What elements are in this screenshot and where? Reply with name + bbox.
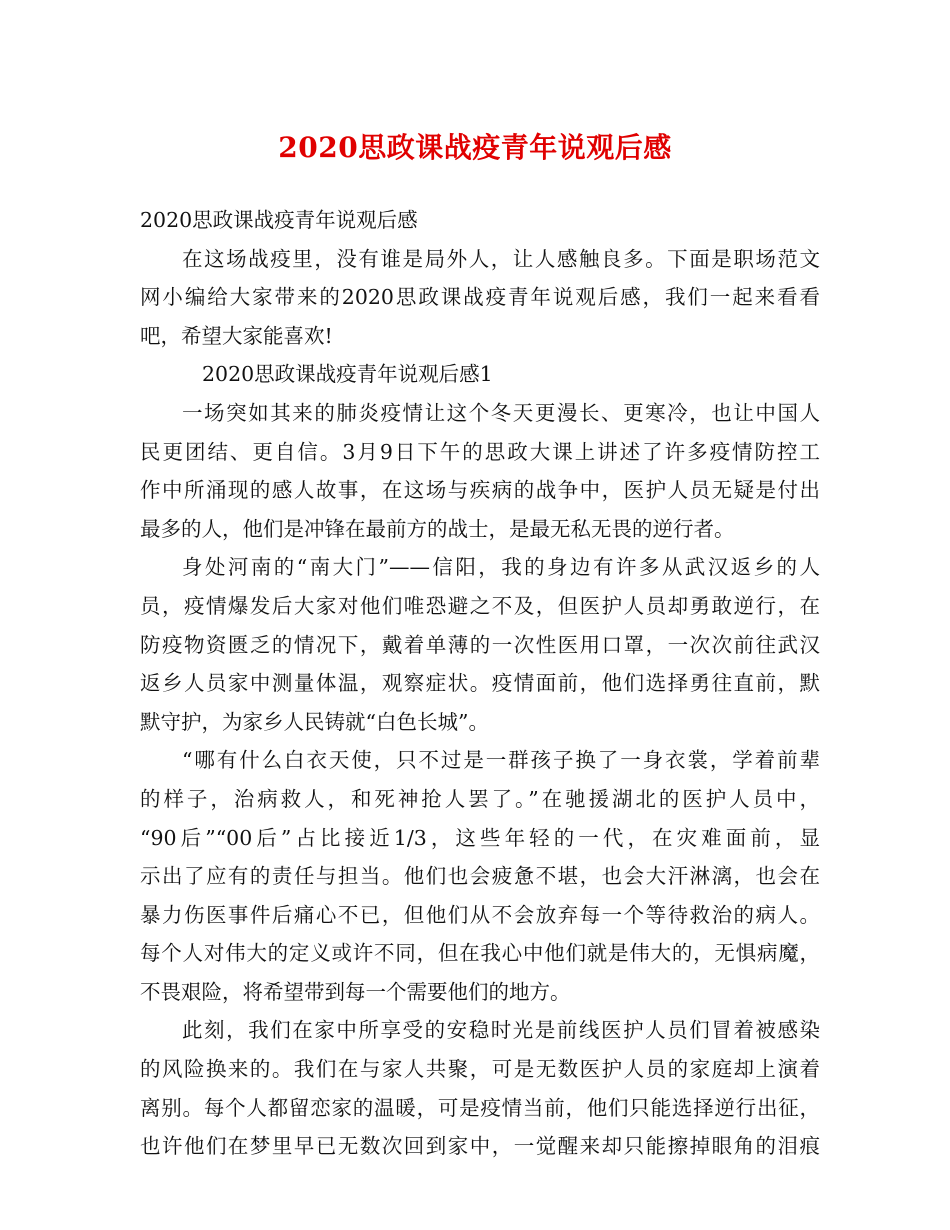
paragraph-line: 不畏艰险，将希望带到每一个需要他们的地方。 <box>140 979 571 1004</box>
paragraph-line: “哪有什么白衣天使，只不过是一群孩子换了一身衣裳，学着前辈 <box>182 748 820 773</box>
paragraph-line: 身处河南的“南大门”——信阳，我的身边有许多从武汉返乡的人 <box>182 555 820 580</box>
paragraph-line: 在这场战疫里，没有谁是局外人，让人感触良多。下面是职场范文 <box>182 246 820 271</box>
section-heading: 2020思政课战疫青年说观后感1 <box>202 362 493 387</box>
paragraph-line: 返乡人员家中测量体温，观察症状。疫情面前，他们选择勇往直前，默 <box>140 671 820 696</box>
paragraph-line: 吧，希望大家能喜欢! <box>140 323 333 348</box>
paragraph-line: 作中所涌现的感人故事，在这场与疾病的战争中，医护人员无疑是付出 <box>140 478 820 503</box>
subtitle-line: 2020思政课战疫青年说观后感 <box>140 208 418 232</box>
paragraph-line: 防疫物资匮乏的情况下，戴着单薄的一次性医用口罩，一次次前往武汉 <box>140 632 820 657</box>
document-title: 2020思政课战疫青年说观后感 <box>278 131 672 164</box>
paragraph-line: 每个人对伟大的定义或许不同，但在我心中他们就是伟大的，无惧病魔， <box>140 941 820 966</box>
paragraph-line: 网小编给大家带来的2020思政课战疫青年说观后感，我们一起来看看 <box>140 285 820 310</box>
paragraph-line: 也许他们在梦里早已无数次回到家中，一觉醒来却只能擦掉眼角的泪痕 <box>140 1134 820 1159</box>
paragraph-line: 默守护，为家乡人民铸就“白色长城”。 <box>140 709 489 734</box>
paragraph-line: 的风险换来的。我们在与家人共聚，可是无数医护人员的家庭却上演着 <box>140 1057 820 1082</box>
document-body <box>140 201 820 1166</box>
paragraph-line: 示出了应有的责任与担当。他们也会疲惫不堪，也会大汗淋漓，也会在 <box>140 864 820 889</box>
paragraph-line: 暴力伤医事件后痛心不已，但他们从不会放弃每一个等待救治的病人。 <box>140 902 820 927</box>
paragraph-line: 的样子，治病救人，和死神抢人罢了。”在驰援湖北的医护人员中， <box>140 786 820 811</box>
paragraph-line: 此刻，我们在家中所享受的安稳时光是前线医护人员们冒着被感染 <box>182 1018 820 1043</box>
paragraph-line: 最多的人，他们是冲锋在最前方的战士，是最无私无畏的逆行者。 <box>140 516 735 541</box>
paragraph-line: 离别。每个人都留恋家的温暖，可是疫情当前，他们只能选择逆行出征， <box>140 1095 820 1120</box>
paragraph-line: 员，疫情爆发后大家对他们唯恐避之不及，但医护人员却勇敢逆行，在 <box>140 593 820 618</box>
paragraph-line: “90后”“00后”占比接近1/3，这些年轻的一代，在灾难面前，显 <box>140 825 820 850</box>
paragraph-line: 一场突如其来的肺炎疫情让这个冬天更漫长、更寒冷，也让中国人 <box>182 400 820 425</box>
paragraph-line: 民更团结、更自信。3月9日下午的思政大课上讲述了许多疫情防控工 <box>140 439 820 464</box>
